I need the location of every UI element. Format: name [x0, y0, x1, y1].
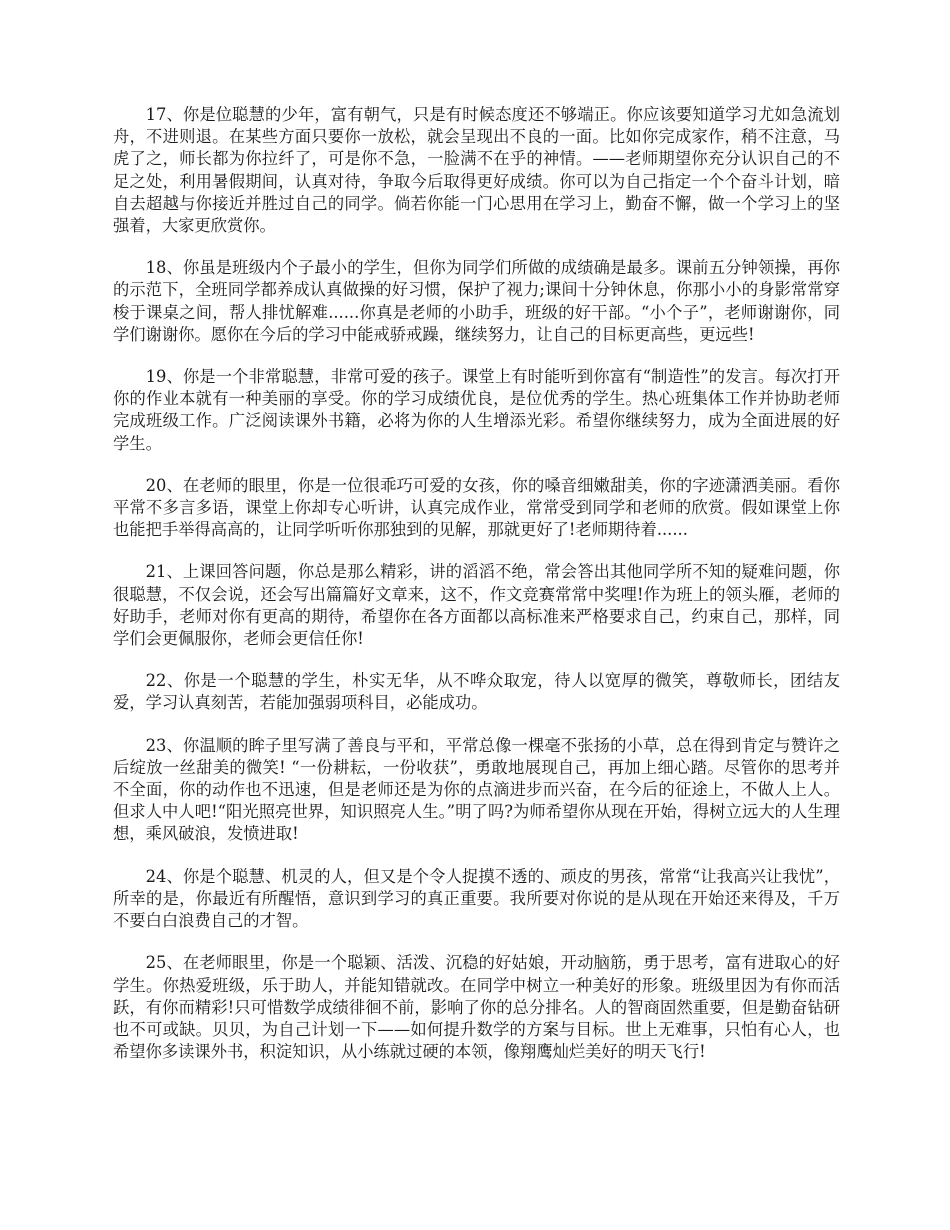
comment-paragraph-21: 21、上课回答问题，你总是那么精彩，讲的滔滔不绝，常会答出其他同学所不知的疑难问题，你很聪慧，不仅会说，还会写出篇篇好文章来，这不，作文竞赛常常中奖哩!作为班上的领头雁，老师的好助手，老师对你有更高的期待，希望你在各方面都以高标准来严格要求自己，约束自己，那样，同学们会更佩服你，老师会更信任你!	[113, 562, 840, 649]
comment-paragraph-25: 25、在老师眼里，你是一个聪颖、活泼、沉稳的好姑娘，开动脑筋，勇于思考，富有进取心的好学生。你热爱班级，乐于助人，并能知错就改。在同学中树立一种美好的形象。班级里因为有你而活跃，有你而精彩!只可惜数学成绩徘徊不前，影响了你的总分排名。人的智商固然重要，但是勤奋钻研也不可或缺。贝贝，为自己计划一下——如何提升数学的方案与目标。世上无难事，只怕有心人，也希望你多读课外书，积淀知识，从小练就过硬的本领，像翔鹰灿烂美好的明天飞行!	[113, 953, 840, 1062]
comment-paragraph-24: 24、你是个聪慧、机灵的人，但又是个令人捉摸不透的、顽皮的男孩，常常“让我高兴让我忧”，所幸的是，你最近有所醒悟，意识到学习的真正重要。我所要对你说的是从现在开始还来得及，千万不要白白浪费自己的才智。	[113, 866, 840, 931]
document-body	[113, 104, 840, 1083]
comment-paragraph-22: 22、你是一个聪慧的学生，朴实无华，从不哗众取宠，待人以宽厚的微笑，尊敬师长，团结友爱，学习认真刻苦，若能加强弱项科目，必能成功。	[113, 671, 840, 713]
comment-paragraph-18: 18、你虽是班级内个子最小的学生，但你为同学们所做的成绩确是最多。课前五分钟领操，再你的示范下，全班同学都养成认真做操的好习惯，保护了视力;课间十分钟休息，你那小小的身影常常穿梭于课桌之间，帮人排忧解难......你真是老师的小助手，班级的好干部。“小个子”，老师谢谢你，同学们谢谢你。愿你在今后的学习中能戒骄戒躁，继续努力，让自己的目标更高些，更远些!	[113, 258, 840, 344]
comment-paragraph-20: 20、在老师的眼里，你是一位很乖巧可爱的女孩，你的嗓音细嫩甜美，你的字迹潇洒美丽。看你平常不多言多语，课堂上你却专心听讲，认真完成作业，常常受到同学和老师的欣赏。假如课堂上你也能把手举得高高的，让同学听听你那独到的见解，那就更好了!老师期待着......	[113, 475, 840, 540]
comment-paragraph-23: 23、你温顺的眸子里写满了善良与平和，平常总像一棵毫不张扬的小草，总在得到肯定与赞许之后绽放一丝甜美的微笑! “一份耕耘，一份收获”，勇敢地展现自己，再加上细心踏。尽管你的思考并不全面，你的动作也不迅速，但是老师还是为你的点滴进步而兴奋，在今后的征途上，不做人上人。但求人中人吧!“阳光照亮世界，知识照亮人生。”明了吗?为师希望你从现在开始，得树立远大的人生理想，乘风破浪，发愤进取!	[113, 735, 840, 844]
comment-paragraph-19: 19、你是一个非常聪慧，非常可爱的孩子。课堂上有时能听到你富有“制造性”的发言。每次打开你的作业本就有一种美丽的享受。你的学习成绩优良，是位优秀的学生。热心班集体工作并协助老师完成班级工作。广泛阅读课外书籍，必将为你的人生增添光彩。希望你继续努力，成为全面进展的好学生。	[113, 367, 840, 453]
comment-paragraph-17: 17、你是位聪慧的少年，富有朝气，只是有时候态度还不够端正。你应该要知道学习尤如急流划舟，不进则退。在某些方面只要你一放松，就会呈现出不良的一面。比如你完成家作，稍不注意，马虎了之，师长都为你拉纤了，可是你不急，一脸满不在乎的神情。——老师期望你充分认识自己的不足之处，利用暑假期间，认真对待，争取今后取得更好成绩。你可以为自己指定一个个奋斗计划，暗自去超越与你接近并胜过自己的同学。倘若你能一门心思用在学习上，勤奋不懈，做一个学习上的坚强着，大家更欣赏你。	[113, 105, 840, 236]
